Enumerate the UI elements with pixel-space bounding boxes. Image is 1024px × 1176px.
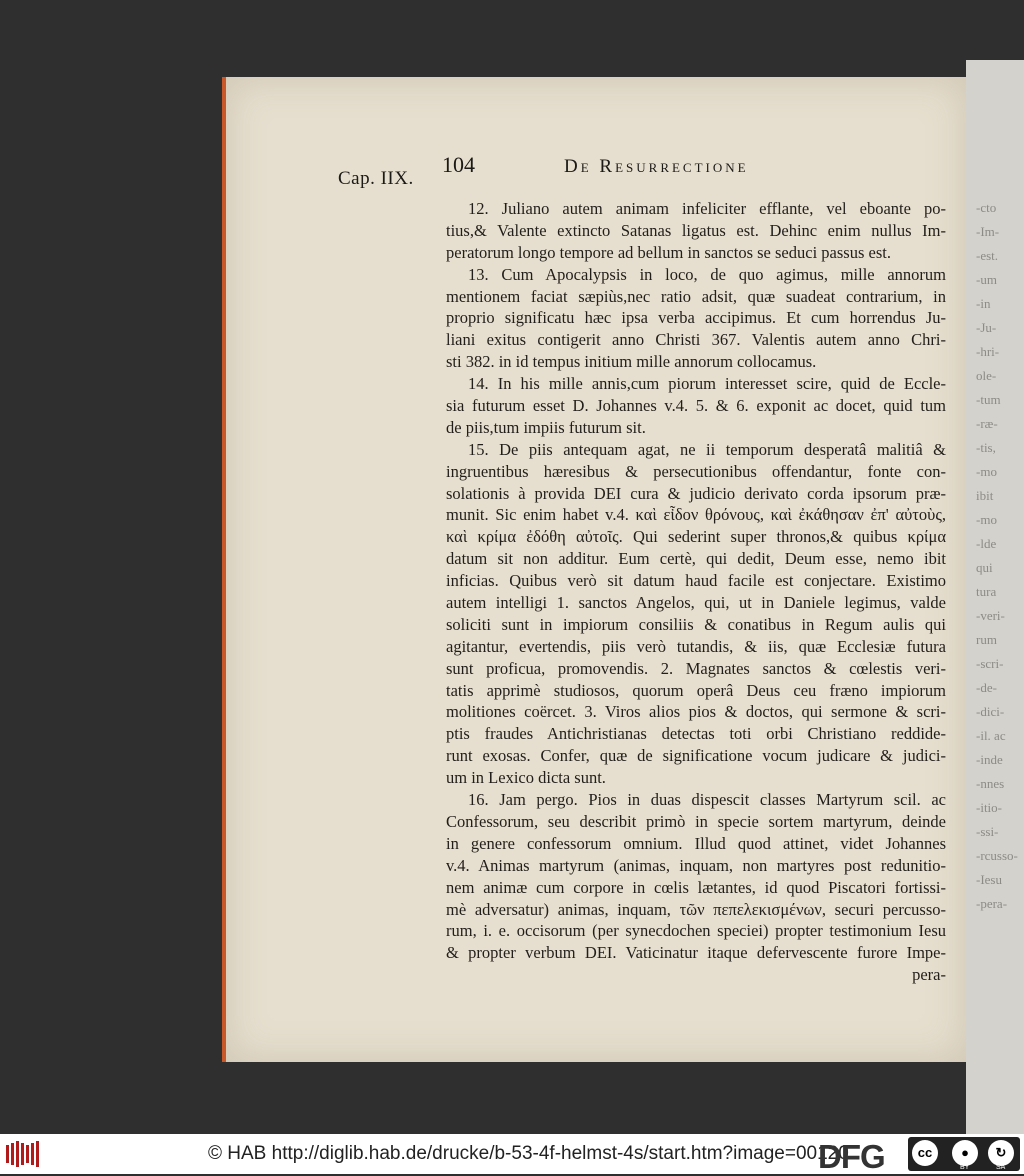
text-line: runt exosas. Confer, quæ de significatione vocum judicare & judici- bbox=[446, 746, 946, 766]
text-line: pera- bbox=[912, 965, 946, 985]
next-page-fragment: -Iesu bbox=[976, 872, 1002, 887]
text-line: 12. Juliano autem animam infeliciter efflante, vel eboante po- bbox=[468, 199, 946, 218]
text-line: 13. Cum Apocalypsis in loco, de quo agimus, mille annorum bbox=[468, 264, 946, 284]
text-line: & propter verbum DEI. Vaticinatur itaque defervescente furore Impe- bbox=[446, 943, 946, 963]
next-page-fragment: -rcusso- bbox=[976, 848, 1018, 863]
next-page-fragment: -dici- bbox=[976, 704, 1005, 719]
text-line: mè adversatur) animas, inquam, τῶν πεπελεκισμένων, securi percusso- bbox=[446, 899, 946, 919]
text-line: sti 382. in id tempus initium mille annorum collocamus. bbox=[446, 352, 817, 372]
text-line: 14. In his mille annis,cum piorum interesset scire, quid de Eccle- bbox=[468, 374, 946, 394]
next-page-fragment: -hri- bbox=[976, 344, 1000, 359]
running-head: De Resurrectione bbox=[564, 156, 749, 177]
next-page-fragment: -tum bbox=[976, 392, 1001, 407]
cc-license-badge[interactable] bbox=[908, 1137, 1020, 1171]
sa-share-icon: ↻ bbox=[988, 1140, 1014, 1166]
next-page-fragment: qui bbox=[976, 560, 993, 575]
next-page-fragment: tura bbox=[976, 584, 997, 599]
text-line: rum, i. e. occisorum (per synecdochen speciei) propter testimonium Iesu bbox=[446, 921, 946, 941]
next-page-edge bbox=[966, 60, 1024, 1134]
text-line: molitiones coërcet. 3. Viros alios pios & doctos, qui sermone & scri- bbox=[446, 702, 946, 722]
text-line: liani exitus contigerit anno Christi 367. Valentis autem anno Chri- bbox=[446, 330, 946, 350]
text-line: soliciti sunt in impiorum consiliis & conatibus in Regum aulis qui bbox=[446, 614, 946, 634]
text-line: de piis,tum impiis futurum sit. bbox=[446, 417, 646, 437]
next-page-fragment: -est. bbox=[976, 248, 999, 263]
next-page-fragment: -cto bbox=[976, 200, 997, 215]
text-line: 15. De piis antequam agat, ne ii temporum desperatâ malitiâ & bbox=[468, 439, 946, 459]
hab-logo-icon bbox=[6, 1141, 42, 1167]
next-page-fragment: -inde bbox=[976, 752, 1003, 767]
text-line: tatis apprimè studiosos, quorum operâ Deus ceu fræno impiorum bbox=[446, 680, 946, 700]
next-page-fragment: -um bbox=[976, 272, 997, 287]
dfg-logo: DFG bbox=[818, 1138, 885, 1175]
text-line: ptis fraudes Antichristianas detectas toti orbi Christiano reddide- bbox=[446, 724, 946, 744]
text-line: ingruentibus hæresibus & persecutionibus offendantur, fonte con- bbox=[446, 461, 946, 481]
next-page-fragment: -ræ- bbox=[976, 416, 998, 431]
next-page-fragment: -mo bbox=[976, 464, 997, 479]
next-page-fragment: -Ju- bbox=[976, 320, 997, 335]
text-line: proprio significatu hæc ipsa verba accipimus. Et cum horrendus Ju- bbox=[446, 308, 946, 328]
next-page-fragment: -de- bbox=[976, 680, 997, 695]
text-line: in genere confessorum omnium. Illud quod attinet, videt Johannes bbox=[446, 833, 946, 853]
next-page-fragment: -mo bbox=[976, 512, 997, 527]
text-line: Confessorum, seu describit primò in specie sortem martyrum, deinde bbox=[446, 811, 946, 831]
next-page-fragment: -lde bbox=[976, 536, 997, 551]
text-line: inficias. Quibus verò sit datum haud facile est conjectare. Existimo bbox=[446, 571, 946, 591]
footer-bar bbox=[0, 1134, 1024, 1174]
next-page-fragment: -ssi- bbox=[976, 824, 999, 839]
source-url-text[interactable]: © HAB http://diglib.hab.de/drucke/b-53-4f-helmst-4s/start.htm?image=00120 bbox=[208, 1143, 849, 1164]
text-block bbox=[446, 198, 946, 986]
text-line: mentionem faciat sæpiùs,nec ratio adsit, quæ suadeat contrarium, in bbox=[446, 286, 946, 306]
cc-icon: cc bbox=[912, 1140, 938, 1166]
text-line: 16. Jam pergo. Pios in duas dispescit classes Martyrum scil. ac bbox=[468, 790, 946, 810]
next-page-fragment: -tis, bbox=[976, 440, 996, 455]
next-page-fragment: -itio- bbox=[976, 800, 1002, 815]
next-page-fragment: -Im- bbox=[976, 224, 1000, 239]
text-line: sia futurum esset D. Johannes v.4. 5. & 6. exponit ac docet, quid tum bbox=[446, 396, 946, 416]
chapter-side-label: Cap. IIX. bbox=[338, 168, 414, 189]
page-number: 104 bbox=[442, 152, 475, 177]
text-line: datum sit non additur. Eum certè, qui dedit, Deum esse, nemo ibit bbox=[446, 549, 946, 569]
text-line: peratorum longo tempore ad bellum in sanctos se seduci passus est. bbox=[446, 242, 891, 262]
sa-label: SA bbox=[996, 1164, 1006, 1171]
next-page-fragment: ole- bbox=[976, 368, 997, 383]
text-line: sunt proficua, promovendis. 2. Magnates sanctos & cœlestis veri- bbox=[446, 658, 946, 678]
by-label: BY bbox=[960, 1164, 970, 1171]
text-line: solationis à provida DEI cura & judicio derivato corda ipsorum præ- bbox=[446, 483, 946, 503]
text-line: autem intelligi 1. sanctos Angelos, qui, ut in Daniele legimus, valde bbox=[446, 593, 946, 613]
by-person-icon: ● bbox=[952, 1140, 978, 1166]
next-page-fragment: -il. ac bbox=[976, 728, 1006, 743]
text-line: um in Lexico dicta sunt. bbox=[446, 768, 606, 788]
text-line: tius,& Valente extincto Satanas ligatus est. Dehinc enim nullus Im- bbox=[446, 220, 946, 240]
text-line: καὶ κρίμα ἐδόθη αὐτοῖς. Qui sederint super thronos,& quibus κρίμα bbox=[446, 527, 946, 547]
next-page-fragment: -nnes bbox=[976, 776, 1005, 791]
text-line: munit. Sic enim habet v.4. καὶ εἶδον θρόνους, καὶ ἐκάθησαν ἐπ' αὐτοὺς, bbox=[446, 505, 946, 525]
next-page-fragment: -scri- bbox=[976, 656, 1004, 671]
next-page-fragment: rum bbox=[976, 632, 997, 647]
next-page-fragment: ibit bbox=[976, 488, 994, 503]
text-line: agitantur, evertendis, piis verò tutandis, & iis, quæ Ecclesiæ futura bbox=[446, 636, 946, 656]
text-line: v.4. Animas martyrum (animas, inquam, non martyres post redunitio- bbox=[446, 855, 946, 875]
text-line: nem animæ cum corpore in cœlis lætantes, id quod Piscatori fortissi- bbox=[446, 877, 946, 897]
next-page-fragment: -pera- bbox=[976, 896, 1008, 911]
next-page-fragment: -veri- bbox=[976, 608, 1005, 623]
next-page-fragment: -in bbox=[976, 296, 991, 311]
